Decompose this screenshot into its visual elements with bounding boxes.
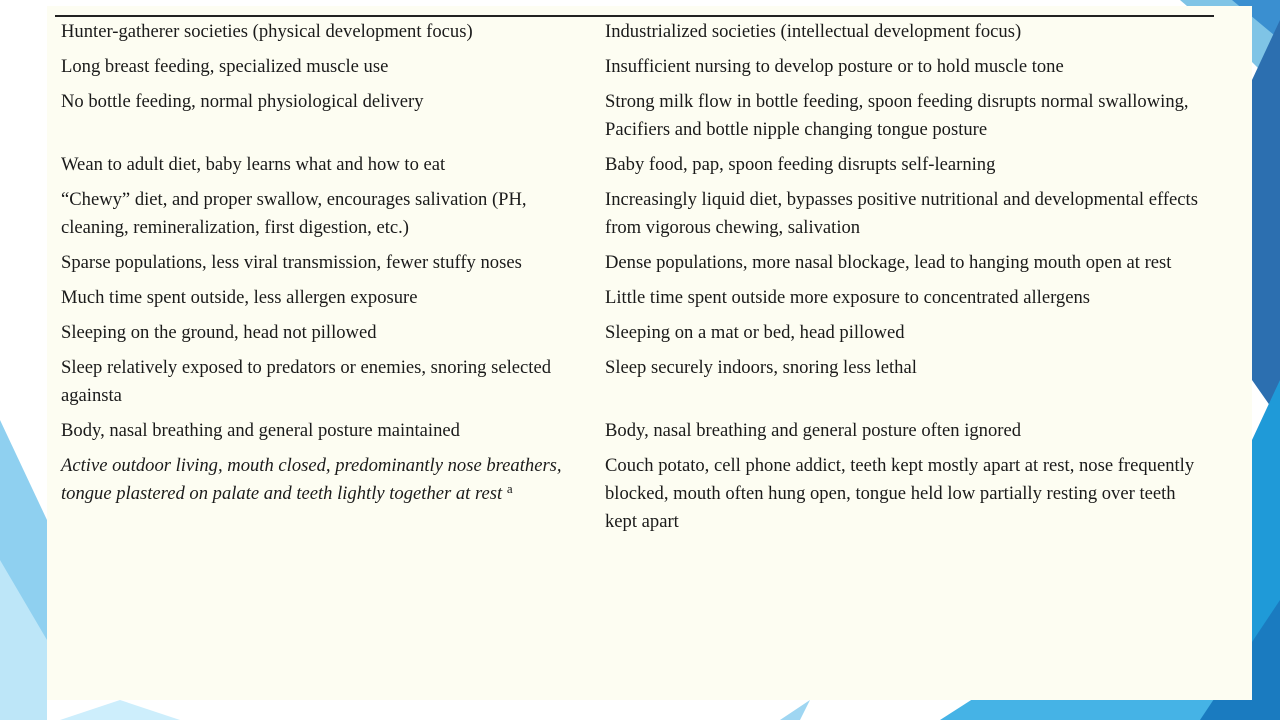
table-row [61, 88, 1211, 151]
cell-right: Strong milk flow in bottle feeding, spoon feeding disrupts normal swallowing, Pacifiers and bottle nipple changing tongue posture [605, 91, 1189, 140]
footnote-marker: a [506, 481, 513, 496]
cell-left-text: Active outdoor living, mouth closed, predominantly nose breathers, tongue plastered on palate and teeth lightly together at rest [61, 455, 562, 504]
table-row [61, 53, 1211, 88]
cell-right: Little time spent outside more exposure to concentrated allergens [605, 287, 1091, 308]
cell-left [61, 452, 605, 543]
table-row [61, 417, 1211, 452]
table-row [61, 151, 1211, 186]
cell-right: Increasingly liquid diet, bypasses positive nutritional and developmental effects from vigorous chewing, salivation [605, 189, 1198, 238]
cell-left: Sleeping on the ground, head not pillowed [61, 322, 377, 343]
table-row [61, 284, 1211, 319]
table-row [61, 452, 1211, 543]
table-row [61, 186, 1211, 249]
header-right: Industrialized societies (intellectual development focus) [605, 21, 1022, 42]
table-top-rule [55, 15, 1214, 17]
cell-left: Much time spent outside, less allergen exposure [61, 287, 418, 308]
cell-right: Insufficient nursing to develop posture or to hold muscle tone [605, 56, 1064, 77]
cell-right: Dense populations, more nasal blockage, lead to hanging mouth open at rest [605, 252, 1172, 273]
cell-right: Body, nasal breathing and general posture often ignored [605, 420, 1021, 441]
cell-left: “Chewy” diet, and proper swallow, encourages salivation (PH, cleaning, remineralization, first digestion, etc.) [61, 189, 527, 238]
cell-left: Sleep relatively exposed to predators or enemies, snoring selected againsta [61, 357, 551, 406]
table-row [61, 319, 1211, 354]
cell-left: No bottle feeding, normal physiological delivery [61, 91, 424, 112]
cell-left: Long breast feeding, specialized muscle use [61, 56, 389, 77]
slide-card [47, 6, 1252, 700]
table-row [61, 249, 1211, 284]
cell-left: Sparse populations, less viral transmission, fewer stuffy noses [61, 252, 522, 273]
header-left: Hunter-gatherer societies (physical development focus) [61, 21, 473, 42]
comparison-table [61, 18, 1211, 543]
cell-left: Body, nasal breathing and general posture maintained [61, 420, 460, 441]
cell-right: Couch potato, cell phone addict, teeth kept mostly apart at rest, nose frequently blocked, mouth often hung open, tongue held low partially resting over teeth kept apart [605, 455, 1195, 532]
cell-right: Sleeping on a mat or bed, head pillowed [605, 322, 905, 343]
table-header-row [61, 18, 1211, 53]
cell-left: Wean to adult diet, baby learns what and how to eat [61, 154, 446, 175]
table-row [61, 354, 1211, 417]
cell-right: Baby food, pap, spoon feeding disrupts self-learning [605, 154, 996, 175]
cell-right: Sleep securely indoors, snoring less lethal [605, 357, 917, 378]
